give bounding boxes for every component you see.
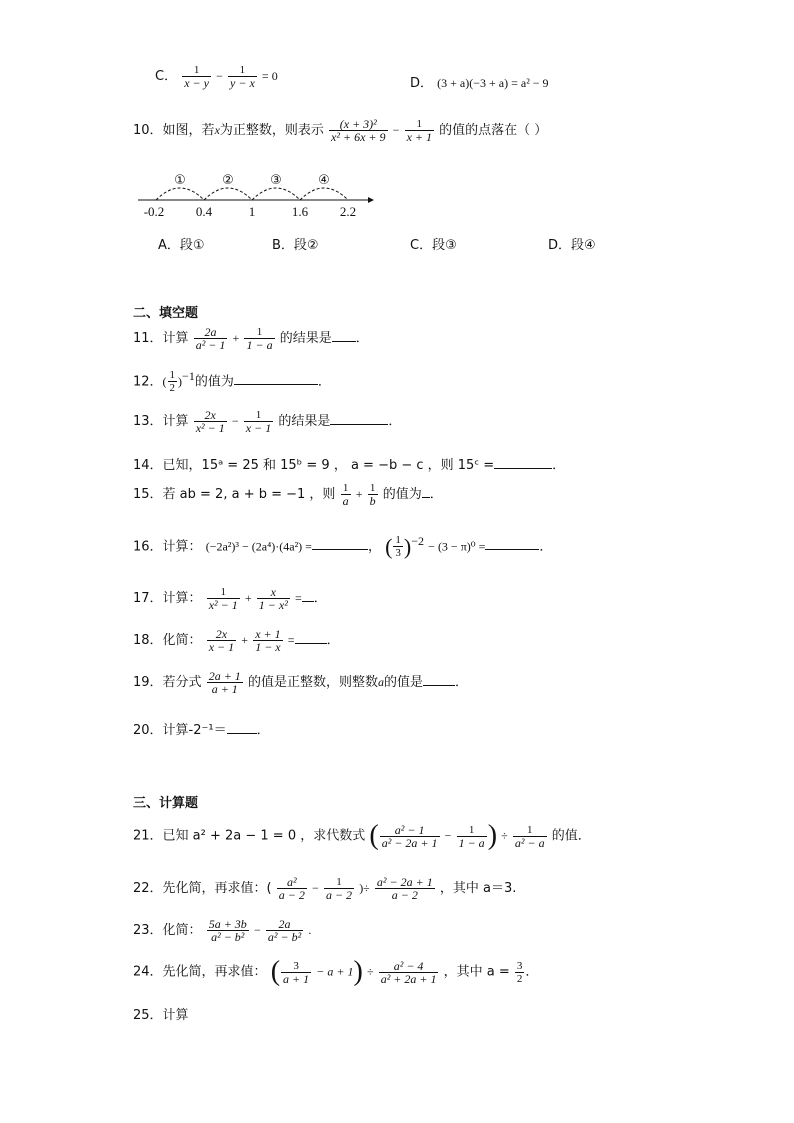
q10-option-b: B．段② xyxy=(272,238,319,253)
segment-arc-3 xyxy=(252,188,300,200)
fraction: $\frac{x + 1}{1 - x}$ xyxy=(255,627,281,654)
q10-stem: 10．如图，若x为正整数，则表示 $\frac{\text{(x + 3)²}}{\text{x² + 6x + 9}}$ − $\frac{1}{x + 1}$ 的值的点落在（ ） xyxy=(133,117,548,144)
tick-label: 0.4 xyxy=(195,204,213,218)
fraction: $\frac{1}{1 - a}$ xyxy=(458,823,485,850)
fraction: $\frac{\text{a²}}{a - 2}$ xyxy=(278,875,305,902)
q11: 11．计算 $\frac{2a}{\text{a² − 1}}$ + $\frac{1}{1 - a}$ 的结果是 ． xyxy=(133,325,369,352)
answer-blank xyxy=(494,458,552,469)
q10-option-c: C．段③ xyxy=(410,238,457,253)
answer-blank xyxy=(422,487,430,498)
fraction: $\frac{2x}{\text{x² − 1}}$ xyxy=(195,408,225,435)
fraction: $\frac{1}{y - x}$ xyxy=(230,64,255,90)
q17: 17．计算： $\frac{1}{\text{x² − 1}}$ + $\frac{x}{\text{1 − x²}}$ = ． xyxy=(133,585,327,612)
fraction: $\frac{2x}{x - 1}$ xyxy=(208,627,235,654)
section-heading-calculation: 三、计算题 xyxy=(133,796,199,811)
fraction: $\frac{1}{\text{x² − 1}}$ xyxy=(208,586,238,612)
segment-arc-4 xyxy=(300,188,348,200)
segment-label-3: ③ xyxy=(270,173,282,188)
fraction: $\frac{5a + 3b}{\text{a² − b²}}$ xyxy=(208,917,247,944)
q10-option-a: A．段① xyxy=(158,238,205,253)
fraction: $\frac{3}{a + 1}$ xyxy=(283,959,310,986)
fraction: $\frac{1}{1 - a}$ xyxy=(246,326,273,352)
tick-label: -0.2 xyxy=(143,204,165,218)
segment-label-4: ④ xyxy=(318,173,330,188)
tick-label: 2.2 xyxy=(339,204,357,218)
segment-label-1: ① xyxy=(174,173,186,188)
segment-label-2: ② xyxy=(222,173,234,188)
q25: 25．计算 xyxy=(133,1008,189,1023)
fraction: $\frac{1}{a - 2}$ xyxy=(325,876,353,902)
q18: 18．化简： $\frac{2x}{x - 1}$ + $\frac{x + 1}{1 - x}$ = ． xyxy=(133,627,340,654)
fraction: $\frac{1}{x - y}$ xyxy=(184,64,209,90)
fraction: $\frac{1}{a}$ xyxy=(342,482,349,508)
q12: 12．( $\frac{1}{2}$ )$^{-1}$的值为 ． xyxy=(133,369,331,395)
fraction: $\frac{1}{2}$ xyxy=(169,369,176,395)
q23: 23．化简： $\frac{5a + 3b}{\text{a² − b²}}$ − $\frac{2a}{\text{a² − b²}}$ . xyxy=(133,917,312,944)
q21: 21．已知 a² + 2a − 1 = 0 ，求代数式 ( $\frac{\text{a² − 1}}{\text{a² − 2a + 1}}$ − $\frac{1}{1 - a}$ ) ÷ $\frac{1}{\text{a² − a}}$ 的值． xyxy=(133,820,591,851)
answer-blank xyxy=(295,633,327,644)
q9-option-c: C． $\frac{1}{x - y}$ − $\frac{1}{y - x}$ = 0 xyxy=(155,64,278,90)
tick-label: 1 xyxy=(248,204,256,218)
answer-blank xyxy=(423,675,455,686)
fraction: $\frac{\text{a² − 1}}{\text{a² − 2a + 1}}$ xyxy=(381,822,438,850)
fraction: $\frac{1}{x + 1}$ xyxy=(406,118,432,144)
segment-arc-2 xyxy=(204,188,252,200)
fraction: $\frac{1}{x - 1}$ xyxy=(245,409,272,435)
answer-blank xyxy=(227,723,257,734)
answer-blank xyxy=(302,591,314,602)
q10-option-d: D．段④ xyxy=(548,238,596,253)
q15: 15．若 ab = 2, a + b = −1 ，则 $\frac{1}{a}$ + $\frac{1}{b}$ 的值为 ． xyxy=(133,482,443,508)
section-heading-fill-blank: 二、填空题 xyxy=(133,306,199,321)
fraction: $\frac{2a}{\text{a² − 1}}$ xyxy=(195,325,226,352)
tick-label: 1.6 xyxy=(291,204,309,218)
q19: 19．若分式 $\frac{2a + 1}{a + 1}$ 的值是正整数，则整数a的值是 ． xyxy=(133,669,468,696)
answer-blank xyxy=(312,539,368,550)
fraction: $\frac{\text{(x + 3)²}}{\text{x² + 6x + 9}}$ xyxy=(331,117,386,144)
q14: 14．已知，15ᵃ = 25 和 15ᵇ = 9 ， a = −b − c ，则 15ᶜ = ． xyxy=(133,458,566,473)
answer-blank xyxy=(485,539,539,550)
fraction: $\frac{2a}{\text{a² − b²}}$ xyxy=(267,917,302,944)
q16: 16．计算： (−2a²)³ − (2a⁴)·(4a²) = ， ( $\frac{1}{3}$ )$^{-2}$ − (3 − π)⁰ = ． xyxy=(133,533,553,560)
q20: 20．计算-2⁻¹＝ ． xyxy=(133,723,270,738)
fraction: $\frac{1}{b}$ xyxy=(369,482,376,508)
answer-blank xyxy=(234,374,318,385)
fraction: $\frac{1}{\text{a² − a}}$ xyxy=(514,823,545,850)
fraction: $\frac{1}{3}$ xyxy=(395,534,401,560)
segment-arc-1 xyxy=(156,188,204,200)
fraction: $\frac{2a + 1}{a + 1}$ xyxy=(208,669,241,696)
fraction: $\frac{\text{a² − 4}}{\text{a² + 2a + 1}}$ xyxy=(380,958,437,986)
answer-blank xyxy=(330,414,388,425)
q22: 22．先化简，再求值：( $\frac{\text{a²}}{a - 2}$ − $\frac{1}{a - 2}$ )÷ $\frac{\text{a² − 2a + 1}}{a - 2}$ ，其中 a＝3. xyxy=(133,875,517,902)
q9-option-d: D． (3 + a)(−3 + a) = a² − 9 xyxy=(410,76,549,91)
answer-blank xyxy=(332,331,356,342)
number-line xyxy=(130,166,380,218)
fraction: $\frac{\text{a² − 2a + 1}}{a - 2}$ xyxy=(376,875,433,902)
q24: 24．先化简，再求值： ( $\frac{3}{a + 1}$ − a + 1) ÷ $\frac{\text{a² − 4}}{\text{a² + 2a + 1}}$ ，其中 a = $\frac{3}{2}$ ． xyxy=(133,956,539,987)
q13: 13．计算 $\frac{2x}{\text{x² − 1}}$ − $\frac{1}{x - 1}$ 的结果是 ． xyxy=(133,408,402,435)
fraction: $\frac{x}{\text{1 − x²}}$ xyxy=(258,585,288,612)
fraction: $\frac{3}{2}$ xyxy=(516,959,523,985)
